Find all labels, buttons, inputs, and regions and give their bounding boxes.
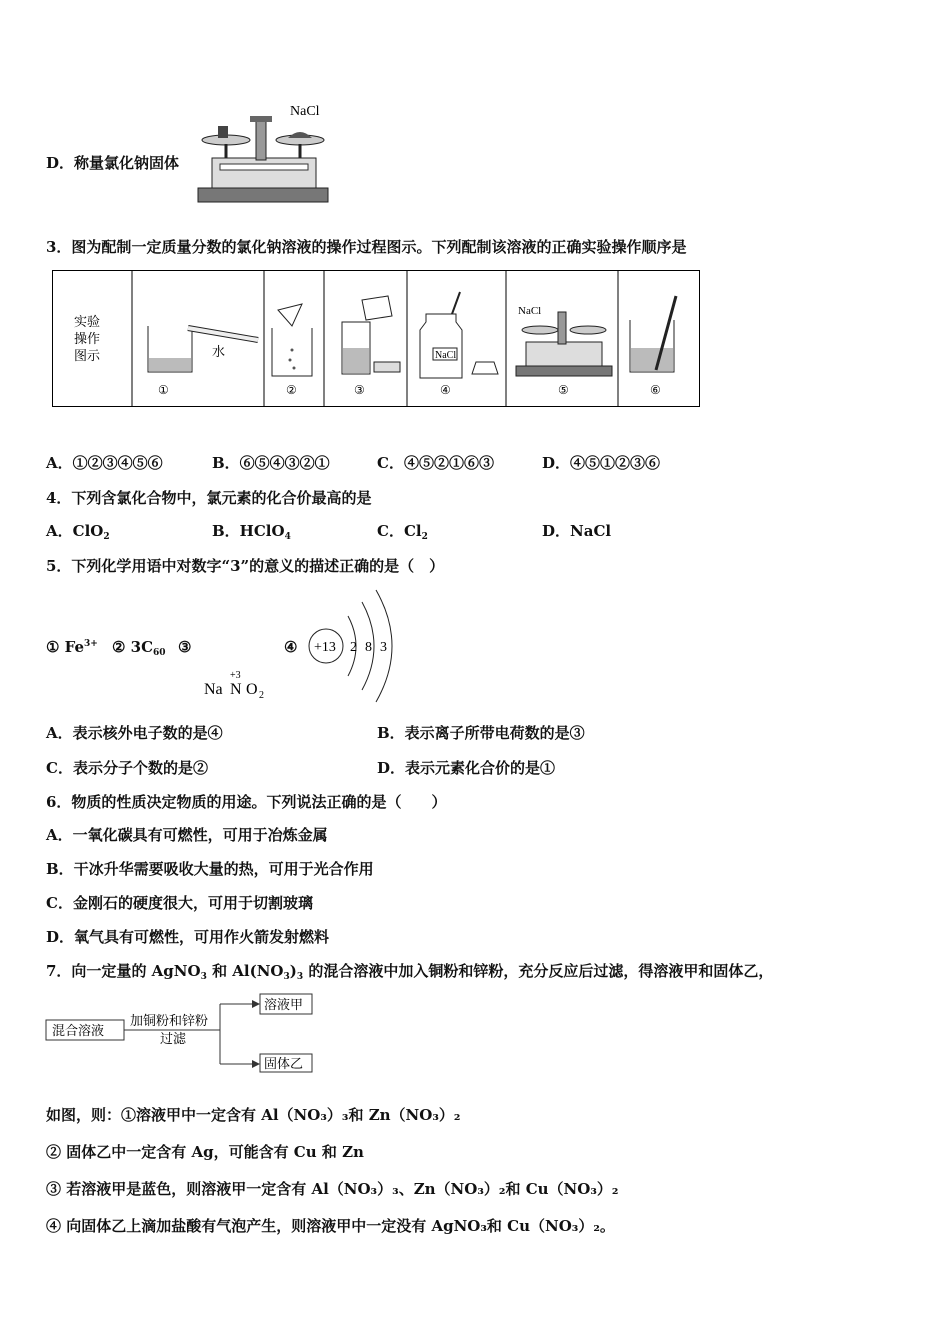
q3-option-d: D．④⑤①②③⑥ (542, 454, 661, 472)
q6-option-a: A．一氧化碳具有可燃性，可用于冶炼金属 (46, 826, 328, 844)
q6-option-c: C．金刚石的硬度很大，可用于切割玻璃 (46, 894, 313, 912)
q5-item-3: ③ (178, 638, 192, 656)
q4-option-b: B．HClO$_4$ (212, 522, 291, 542)
q5-option-a: A．表示核外电子数的是④ (46, 724, 223, 742)
q6-option-d: D．氧气具有可燃性，可用作火箭发射燃料 (46, 928, 330, 946)
step-6-number: ⑥ (650, 383, 661, 397)
step-4-image (420, 292, 498, 378)
q5-option-c: C．表示分子个数的是② (46, 759, 208, 777)
step-2-image (272, 304, 312, 376)
shell-1: 2 (350, 640, 357, 655)
step-5-image (516, 305, 612, 376)
step-6-image (630, 296, 676, 372)
step-3-number: ③ (354, 383, 365, 397)
step-1-image (148, 326, 258, 372)
q3-option-c: C．④⑤②①⑥③ (377, 454, 494, 472)
table-header-line-1: 实验 (74, 315, 101, 330)
q5-item-2: ② $3C_{60}$ (112, 638, 166, 658)
q3-option-a: A．①②③④⑤⑥ (46, 454, 163, 472)
q4-option-a: A．ClO$_2$ (46, 522, 110, 542)
flow-out-top: 溶液甲 (264, 998, 304, 1013)
step-4-nacl-label: NaCl (435, 350, 457, 361)
shell-3: 3 (380, 640, 387, 655)
formula-na: Na (204, 681, 223, 698)
step-1-number: ① (158, 383, 169, 397)
flow-start: 混合溶液 (52, 1024, 105, 1039)
water-label: 水 (212, 345, 226, 360)
q7-flow-diagram (44, 990, 316, 1074)
q4-option-c: C．$Cl_2$ (377, 522, 428, 542)
formula-o-sub: 2 (259, 690, 264, 701)
q7-statement-1: 如图，则：①溶液甲中一定含有 Al（NO₃）₃和 Zn（NO₃）₂ (46, 1106, 461, 1124)
q5-stem: 5．下列化学用语中对数字“3”的意义的描述正确的是（ ） (46, 557, 445, 575)
q4-stem: 4．下列含氯化合物中，氯元素的化合价最高的是 (46, 489, 372, 507)
formula-n: N (230, 681, 242, 698)
q3-procedure-figure (52, 270, 702, 408)
q5-option-d: D．表示元素化合价的是① (377, 759, 556, 777)
step-5-nacl-label: NaCl (518, 305, 542, 317)
q5-item-1: ① $Fe^{3+}$ (46, 638, 98, 656)
balance-image (190, 98, 340, 206)
q5-option-b: B．表示离子所带电荷数的是③ (377, 724, 585, 742)
q6-stem: 6．物质的性质决定物质的用途。下列说法正确的是（ ） (46, 793, 447, 811)
flow-action-bottom: 过滤 (160, 1032, 187, 1047)
step-4-number: ④ (440, 383, 451, 397)
q5-item-4: ④ (284, 638, 298, 656)
atom-structure-diagram (304, 588, 404, 704)
formula-o: O (246, 681, 258, 698)
q3-stem: 3．图为配制一定质量分数的氯化钠溶液的操作过程图示。下列配制该溶液的正确实验操作顺序是 (46, 238, 687, 256)
q2-option-d: D．称量氯化钠固体 (46, 154, 180, 172)
balance-nacl-label: NaCl (290, 104, 320, 119)
table-header-line-2: 操作 (74, 332, 101, 347)
nano2-formula (200, 664, 280, 702)
step-2-number: ② (286, 383, 297, 397)
table-header-line-3: 图示 (74, 349, 101, 364)
q3-option-b: B．⑥⑤④③②① (212, 454, 330, 472)
valence-label: +3 (230, 670, 241, 681)
step-3-image (342, 296, 400, 374)
q7-statement-2: ② 固体乙中一定含有 Ag，可能含有 Cu 和 Zn (46, 1143, 364, 1161)
shell-2: 8 (365, 640, 372, 655)
q7-statement-4: ④ 向固体乙上滴加盐酸有气泡产生，则溶液甲中一定没有 AgNO₃和 Cu（NO₃）₂。 (46, 1217, 615, 1235)
q6-option-b: B．干冰升华需要吸收大量的热，可用于光合作用 (46, 860, 374, 878)
nucleus-charge: +13 (314, 640, 336, 655)
step-5-number: ⑤ (558, 383, 569, 397)
flow-action-top: 加铜粉和锌粉 (130, 1014, 209, 1029)
flow-out-bottom: 固体乙 (264, 1057, 304, 1072)
q7-stem: 7．向一定量的 AgNO$_3$ 和 $Al(NO_3)_3$ 的混合溶液中加入铜粉和锌粉，充分反应后过滤，得溶液甲和固体乙， (46, 962, 774, 982)
q7-statement-3: ③ 若溶液甲是蓝色，则溶液甲一定含有 Al（NO₃）₃、Zn（NO₃）₂和 Cu（NO₃）₂ (46, 1180, 619, 1198)
q4-option-d: D．NaCl (542, 522, 612, 540)
